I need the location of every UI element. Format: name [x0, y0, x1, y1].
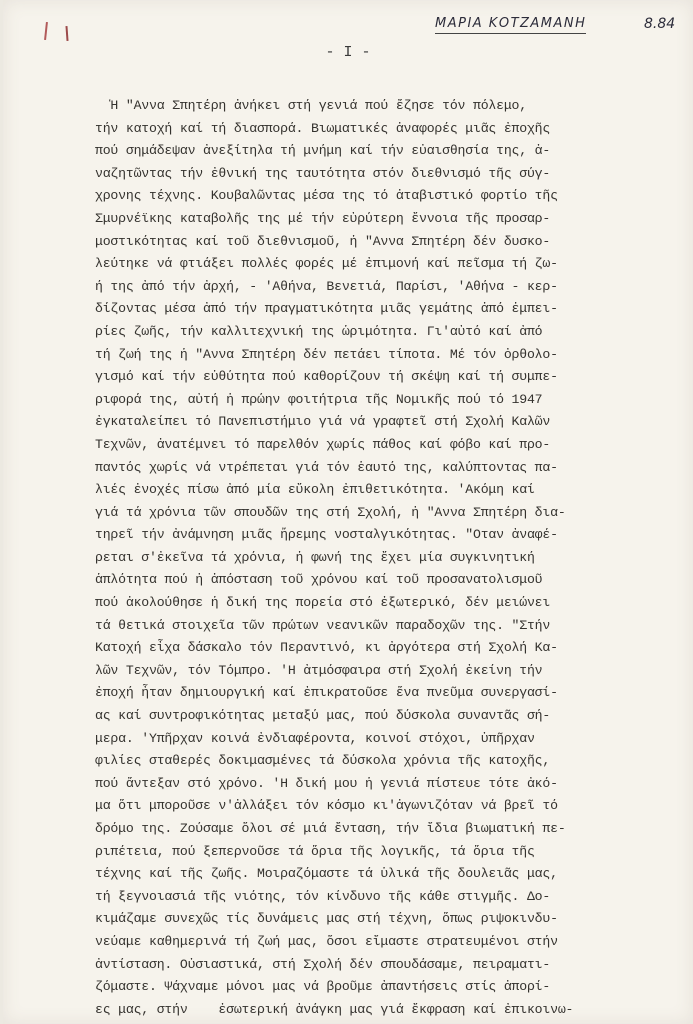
text-line: ἁπλότητα πού ἡ ἀπόσταση τοῦ χρόνου καί τοῦ προσανατολισμοῦ: [95, 572, 543, 588]
text-line: μερα. 'Υπῆρχαν κοινά ἐνδιαφέροντα, κοινοί στόχοι, ὑπῆρχαν: [95, 730, 535, 746]
text-line: δρόμο της. Ζούσαμε ὅλοι σέ μιά ἔνταση, τήν ἴδια βιωματική πε-: [95, 821, 566, 836]
text-line: τή ζωή της ἡ "Αννα Σπητέρη δέν πετάει τίποτα. Μέ τόν ὀρθολο-: [95, 346, 558, 362]
text-line: πού ἄντεξαν στό χρόνο. 'Η δική μου ἡ γενιά πίστευε τότε ἀκό-: [95, 775, 558, 791]
text-line: ριπέτεια, πού ξεπερνοῦσε τά ὅρια τῆς λογικῆς, τά ὅρια τῆς: [95, 843, 535, 859]
text-line: φιλίες σταθερές δοκιμασμένες τά δύσκολα χρόνια τῆς κατοχῆς,: [95, 753, 551, 769]
text-line: ή της ἀπό τήν ἀρχή, - 'Αθήνα, Βενετιά, Παρίσι, 'Αθήνα - κερ-: [95, 278, 558, 294]
text-line: ἐγκαταλείπει τό Πανεπιστήμιο γιά νά γραφτεῖ στή Σχολή Καλῶν: [95, 414, 551, 430]
text-line: Σμυρνέϊκης καταβολῆς της μέ τήν εὐρύτερη ἔννοια τῆς προσαρ-: [95, 210, 551, 226]
text-line: πού σημάδεψαν ἀνεξίτηλα τή μνήμη καί τήν εὐαισθησία της, ἀ-: [95, 143, 551, 159]
pencil-mark: [65, 26, 68, 41]
typewritten-page: [3, 0, 693, 1024]
body-text: [95, 95, 655, 1021]
text-line: δίζοντας μέσα ἀπό τήν πραγματικότητα μιᾶς γεμάτης ἀπό ἐμπει-: [95, 301, 558, 317]
text-line: παντός χωρίς νά ντρέπεται γιά τόν ἑαυτό της, καλύπτοντας πα-: [95, 459, 558, 475]
text-line: ἀντίσταση. Οὐσιαστικά, στή Σχολή δέν σπουδάσαμε, πειραματι-: [95, 956, 551, 972]
page-reference: 8.84: [644, 16, 676, 32]
text-line: ρίες ζωῆς, τήν καλλιτεχνική της ὡριμότητα. Γι'αὐτό καί ἀπό: [95, 323, 543, 339]
text-line: μοστικότητας καί τοῦ διεθνισμοῦ, ἡ "Αννα Σπητέρη δέν δυσκο-: [95, 233, 551, 249]
text-line: χρονης τέχνης. Κουβαλῶντας μέσα της τό ἀταβιστικό φορτίο τῆς: [95, 188, 558, 204]
text-line: γισμό καί τήν εὐθύτητα πού καθορίζουν τή σκέψη καί τή συμπε-: [95, 369, 558, 385]
text-line: τέχνης καί τῆς ζωῆς. Μοιραζόμαστε τά ὑλικά τῆς δουλειᾶς μας,: [95, 866, 558, 882]
text-line: ες μας, στήν ἐσωτερική ἀνάγκη μας γιά ἔκφραση καί ἐπικοινω-: [95, 1001, 574, 1017]
text-line: Τεχνῶν, ἀνατέμνει τό παρελθόν χωρίς πάθος καί φόβο καί προ-: [95, 436, 551, 452]
text-line: τά θετικά στοιχεῖα τῶν πρώτων νεανικῶν παραδοχῶν της. "Στήν: [95, 617, 551, 633]
pencil-mark: [44, 22, 48, 40]
text-line: λεύτηκε νά φτιάξει πολλές φορές μέ ἐπιμονή καί πεῖσμα τή ζω-: [95, 256, 558, 272]
text-line: λιές ἐνοχές πίσω ἀπό μία εὔκολη ἐπιθετικότητα. 'Ακόμη καί: [95, 482, 535, 498]
text-line: πού ἀκολούθησε ἡ δική της πορεία στό ἐξωτερικό, δέν μειώνει: [95, 595, 551, 611]
text-line: μα ὅτι μποροῦσε ν'ἀλλάξει τόν κόσμο κι'ἀγωνιζόταν νά βρεῖ τό: [95, 798, 558, 814]
text-line: ἐποχή ἦταν δημιουργική καί ἐπικρατοῦσε ἕνα πνεῦμα συνεργασί-: [95, 685, 558, 701]
text-line: τή ξεγνοιασιά τῆς νιότης, τόν κίνδυνο τῆς κάθε στιγμῆς. Δο-: [95, 888, 551, 904]
text-line: νεύαμε καθημερινά τή ζωή μας, ὅσοι εἴμαστε στρατευμένοι στήν: [95, 933, 558, 949]
text-line: ζόμαστε. Ψάχναμε μόνοι μας νά βροῦμε ἀπαντήσεις στίς ἀπορί-: [95, 979, 551, 995]
text-line: Κατοχή εἶχα δάσκαλο τόν Περαντινό, κι ἀργότερα στή Σχολή Κα-: [95, 640, 558, 656]
page-number: - I -: [325, 44, 371, 61]
text-line: τηρεῖ τήν ἀνάμνηση μιᾶς ἤρεμης νοσταλγικότητας. "Οταν ἀναφέ-: [95, 527, 558, 543]
text-line: γιά τά χρόνια τῶν σπουδῶν της στή Σχολή, ἡ "Αννα Σπητέρη δια-: [95, 504, 566, 520]
text-line: λῶν Τεχνῶν, τόν Τόμπρο. 'Η ἀτμόσφαιρα στή Σχολή ἐκείνη τήν: [95, 662, 543, 678]
text-line: ναζητῶντας τήν ἐθνική της ταυτότητα στόν διεθνισμό τῆς σύγ-: [95, 165, 551, 181]
text-line: Ἡ "Αννα Σπητέρη ἀνήκει στή γενιά πού ἔζησε τόν πόλεμο,: [95, 98, 527, 113]
text-line: ας καί συντροφικότητας μεταξύ μας, πού δύσκολα συναντᾶς σή-: [95, 708, 551, 724]
text-line: τήν κατοχή καί τή διασπορά. Βιωματικές ἀναφορές μιᾶς ἐποχῆς: [95, 120, 551, 136]
text-line: ρεται σ'ἐκεῖνα τά χρόνια, ἡ φωνή της ἔχει μία συγκινητική: [95, 549, 535, 565]
text-line: ριφορά της, αὐτή ἡ πρώην φοιτήτρια τῆς Νομικῆς πού τό 1947: [95, 391, 543, 407]
author-name: ΜΑΡΙΑ ΚΟΤΖΑΜΑΝΗ: [435, 16, 586, 34]
text-line: κιμάζαμε συνεχῶς τίς δυνάμεις μας στή τέχνη, ὅπως ριψοκινδυ-: [95, 911, 558, 927]
